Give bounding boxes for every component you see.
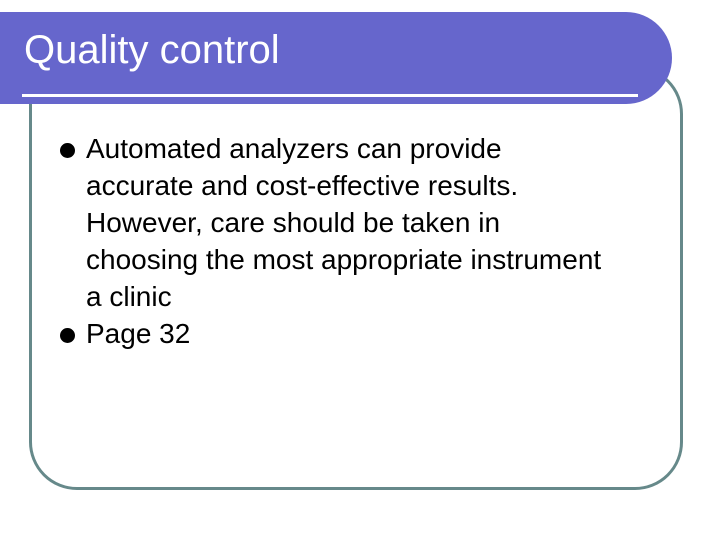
bullet-text: Page 32 xyxy=(86,318,191,349)
slide-title: Quality control xyxy=(24,28,280,72)
bullet-dot-icon xyxy=(60,143,75,158)
bullet-item xyxy=(56,130,616,315)
bullet-item xyxy=(56,315,616,352)
bullet-list xyxy=(56,130,616,352)
title-underline xyxy=(22,94,638,97)
bullet-text: Automated analyzers can provide accurate and cost-effective results. However, care should be taken in choosing the most appropriate instrument a clinic xyxy=(86,133,602,312)
bullet-dot-icon xyxy=(60,328,75,343)
